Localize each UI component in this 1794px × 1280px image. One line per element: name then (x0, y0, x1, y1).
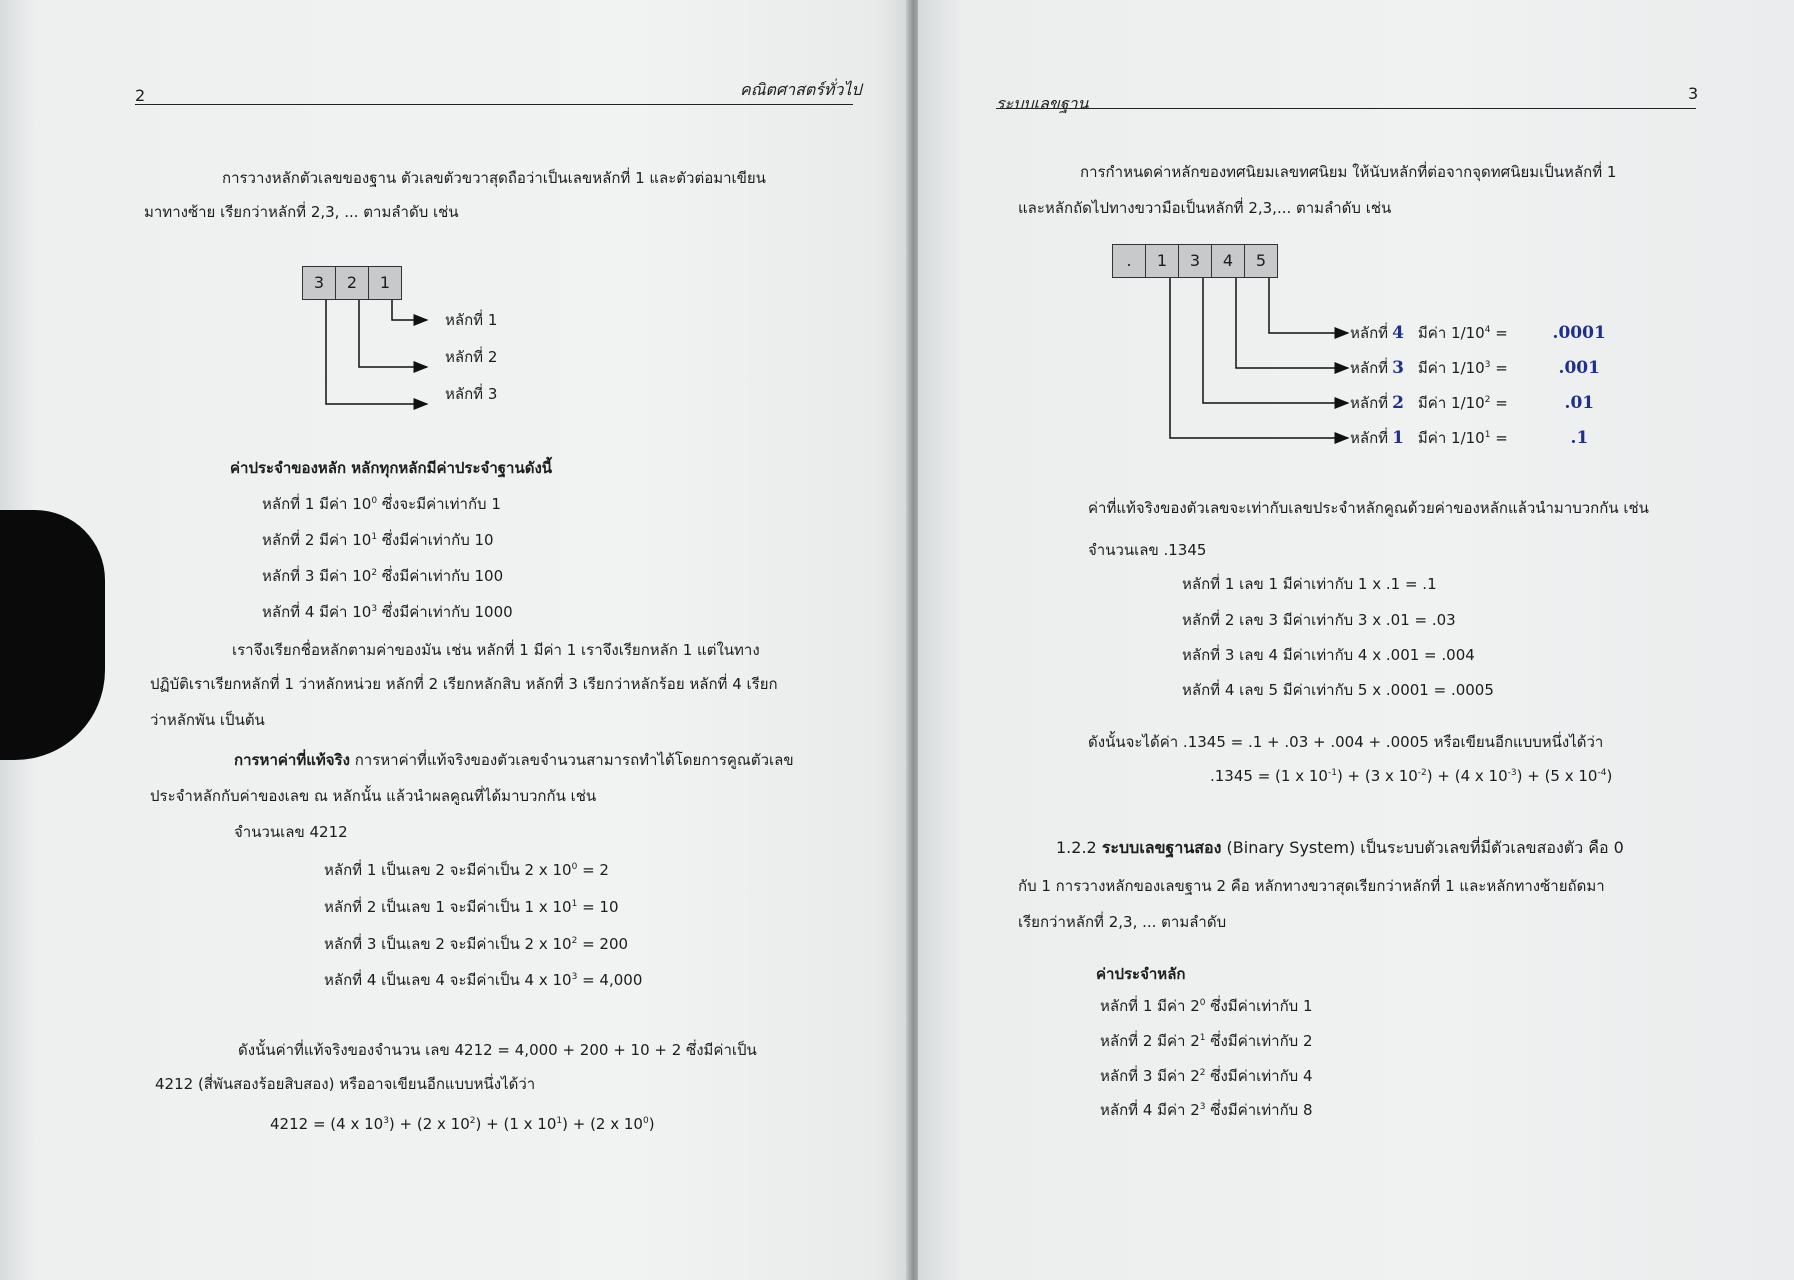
paragraph-line: ประจำหลักกับค่าของเลข ณ หลักนั้น แล้วนำผลคูณที่ได้มาบวกกัน เช่น (150, 787, 597, 805)
paragraph-line: ดังนั้นค่าที่แท้จริงของจำนวน เลข 4212 = 4,000 + 200 + 10 + 2 ซึ่งมีค่าเป็น (238, 1041, 757, 1059)
paragraph-line: ค่าที่แท้จริงของตัวเลขจะเท่ากับเลขประจำหลักคูณด้วยค่าของหลักแล้วนำมาบวกกัน เช่น (1088, 499, 1649, 517)
page-number: 2 (135, 86, 146, 105)
digit-box: 5 (1244, 244, 1278, 278)
section-title: 1.2.2 ระบบเลขฐานสอง (Binary System) เป็นระบบตัวเลขที่มีตัวเลขสองตัว คือ 0 (1056, 838, 1624, 857)
place-label: หลักที่ 2 (445, 348, 498, 366)
digit-value-row: หลักที่ 4 เป็นเลข 4 จะมีค่าเป็น 4 x $10^3 = 4,000$ (324, 971, 643, 989)
digit-box: 2 (335, 266, 369, 300)
page-number: 3 (1688, 84, 1699, 103)
thumb-shadow (0, 510, 105, 760)
binary-place-row: หลักที่ 3 มีค่า $2^2$ ซึ่งมีค่าเท่ากับ 4 (1100, 1067, 1313, 1085)
paragraph-line: จำนวนเลข .1345 (1088, 541, 1207, 559)
digit-box: 1 (1145, 244, 1179, 278)
paragraph-line: การวางหลักตัวเลขของฐาน ตัวเลขตัวขวาสุดถือว่าเป็นเลขหลักที่ 1 และตัวต่อมาเขียน (222, 169, 766, 187)
right-page (918, 0, 1794, 1280)
digit-box: 4 (1211, 244, 1245, 278)
section-heading: ค่าประจำของหลัก หลักทุกหลักมีค่าประจำฐานดังนี้ (230, 459, 553, 477)
binary-place-row: หลักที่ 2 มีค่า $2^1$ ซึ่งมีค่าเท่ากับ 2 (1100, 1032, 1313, 1050)
binary-place-row: หลักที่ 4 มีค่า $2^3$ ซึ่งมีค่าเท่ากับ 8 (1100, 1101, 1313, 1119)
decimal-place-row: หลักที่ 2 มีค่า $1/10^2 = .01$ (1350, 393, 1595, 413)
digit-box: 3 (1178, 244, 1212, 278)
paragraph-line: 4212 (สี่พันสองร้อยสิบสอง) หรืออาจเขียนอีกแบบหนึ่งได้ว่า (155, 1075, 536, 1093)
decimal-value-row: หลักที่ 3 เลข 4 มีค่าเท่ากับ 4 x .001 = .004 (1182, 646, 1475, 664)
digit-box: . (1112, 244, 1146, 278)
decimal-value-row: หลักที่ 1 เลข 1 มีค่าเท่ากับ 1 x .1 = .1 (1182, 575, 1437, 593)
paragraph-line: การกำหนดค่าหลักของทศนิยมเลขทศนิยม ให้นับหลักที่ต่อจากจุดทศนิยมเป็นหลักที่ 1 (1080, 163, 1617, 181)
paragraph-line: การหาค่าที่แท้จริง การหาค่าที่แท้จริงของตัวเลขจำนวนสามารถทำได้โดยการคูณตัวเลข (234, 751, 794, 769)
decimal-place-row: หลักที่ 1 มีค่า $1/10^1 = .1$ (1350, 428, 1589, 448)
digit-value-row: หลักที่ 2 เป็นเลข 1 จะมีค่าเป็น 1 x $10^1 = 10$ (324, 898, 619, 916)
place-value-row: หลักที่ 3 มีค่า $10^2$ ซึ่งมีค่าเท่ากับ 100 (262, 567, 504, 585)
paragraph-line: มาทางซ้าย เรียกว่าหลักที่ 2,3, ... ตามลำดับ เช่น (144, 203, 459, 221)
example-label: จำนวนเลข 4212 (234, 823, 348, 841)
paragraph-line: และหลักถัดไปทางขวามือเป็นหลักที่ 2,3,... ตามลำดับ เช่น (1018, 199, 1392, 217)
digit-value-row: หลักที่ 1 เป็นเลข 2 จะมีค่าเป็น 2 x $10^0 = 2$ (324, 861, 609, 879)
paragraph-line: เรียกว่าหลักที่ 2,3, ... ตามลำดับ (1018, 913, 1227, 931)
decimal-value-row: หลักที่ 2 เลข 3 มีค่าเท่ากับ 3 x .01 = .03 (1182, 611, 1456, 629)
digit-box: 3 (302, 266, 336, 300)
decimal-arrows-diagram (918, 0, 1794, 460)
place-value-row: หลักที่ 4 มีค่า $10^3$ ซึ่งมีค่าเท่ากับ 1000 (262, 603, 513, 621)
binary-place-row: หลักที่ 1 มีค่า $2^0$ ซึ่งมีค่าเท่ากับ 1 (1100, 997, 1313, 1015)
running-header: คณิตศาสตร์ทั่วไป (740, 80, 862, 99)
place-label: หลักที่ 1 (445, 311, 498, 329)
running-header: ระบบเลขฐาน (996, 94, 1089, 113)
paragraph-line: ปฏิบัติเราเรียกหลักที่ 1 ว่าหลักหน่วย หลักที่ 2 เรียกหลักสิบ หลักที่ 3 เรียกว่าหลักร้อย หลักที่ 4 เรียก (150, 675, 778, 693)
decimal-place-row: หลักที่ 3 มีค่า $1/10^3 = .001$ (1350, 358, 1600, 378)
digit-value-row: หลักที่ 3 เป็นเลข 2 จะมีค่าเป็น 2 x $10^2 = 200$ (324, 935, 629, 953)
paragraph-line: ว่าหลักพัน เป็นต้น (150, 711, 265, 729)
place-value-row: หลักที่ 2 มีค่า $10^1$ ซึ่งมีค่าเท่ากับ 10 (262, 531, 494, 549)
decimal-place-row: หลักที่ 4 มีค่า $1/10^4 = .0001$ (1350, 323, 1606, 343)
expansion-formula: .1345 = (1 x $10^{-1}) + (3$ x $10^{-2}) + (4$ x $10^{-3}) + (5$ x $10^{-4}$) (1210, 767, 1613, 785)
paragraph-line: เราจึงเรียกชื่อหลักตามค่าของมัน เช่น หลักที่ 1 มีค่า 1 เราจึงเรียกหลัก 1 แต่ในทาง (232, 641, 760, 659)
place-value-row: หลักที่ 1 มีค่า $10^0$ ซึ่งจะมีค่าเท่ากับ 1 (262, 495, 501, 513)
decimal-value-row: หลักที่ 4 เลข 5 มีค่าเท่ากับ 5 x .0001 = .0005 (1182, 681, 1494, 699)
paragraph-line: กับ 1 การวางหลักของเลขฐาน 2 คือ หลักทางขวาสุดเรียกว่าหลักที่ 1 และหลักทางซ้ายถัดมา (1018, 877, 1605, 895)
digit-box: 1 (368, 266, 402, 300)
expansion-formula: 4212 = (4 x $10^3) + (2$ x $10^2) + (1$ x $10^1) + (2$ x $10^0$) (270, 1115, 655, 1133)
place-label: หลักที่ 3 (445, 385, 498, 403)
binary-heading: ค่าประจำหลัก (1096, 965, 1186, 983)
sum-line: ดังนั้นจะได้ค่า .1345 = .1 + .03 + .004 + .0005 หรือเขียนอีกแบบหนึ่งได้ว่า (1088, 733, 1604, 751)
